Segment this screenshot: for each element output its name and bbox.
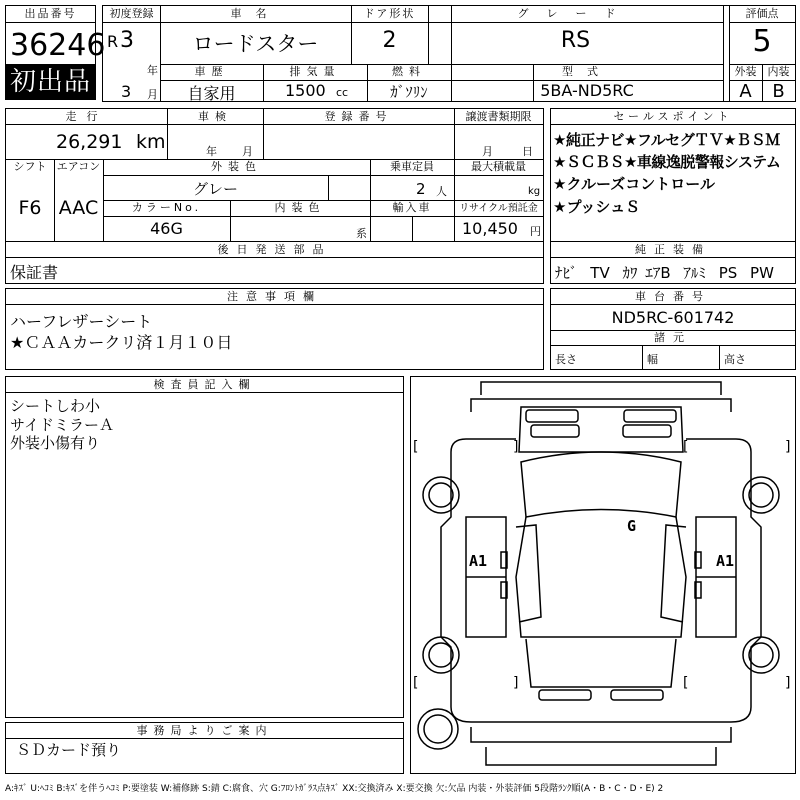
equip-alloy: ｱﾙﾐ [683, 264, 706, 282]
door-label: ドア形状 [363, 7, 416, 20]
chassis-title: 車台番号 [635, 290, 711, 303]
office-box [5, 722, 404, 774]
inspector-title: 検査員記入欄 [153, 378, 256, 391]
fuel-label: 燃料 [392, 65, 426, 78]
aircon-value: AAC [58, 197, 99, 219]
displacement-unit: cc [336, 86, 349, 99]
lot-number: 36246 [10, 28, 106, 63]
equip-airbag: ｴｱB [645, 264, 671, 282]
bracket-left-close: ] [513, 439, 519, 455]
sales-points-title: セールスポイント [613, 110, 733, 123]
notes-box [5, 288, 544, 370]
mileage: 26,291 [56, 131, 123, 153]
damage-mark-left-door: A1 [469, 552, 488, 570]
car-outline [411, 377, 795, 773]
bracket-right-open: [ [683, 439, 689, 455]
aircon-label: エアコン [56, 160, 101, 173]
era-prefix: R [107, 32, 119, 51]
exterior-color: グレー [192, 180, 238, 198]
sales-point-1: ★純正ナビ★フルセグＴＶ★ＢＳＭ [553, 131, 780, 149]
capacity-label: 乗車定員 [390, 160, 434, 173]
fuel: ｶﾞｿﾘﾝ [390, 83, 428, 101]
import-label: 輸入車 [392, 201, 432, 214]
inspection-month-unit: 月 [242, 145, 253, 158]
shift-value: F6 [18, 197, 42, 219]
header-grid [102, 5, 796, 102]
displacement: 1500 [285, 81, 326, 100]
color-number-label: カラーNo. [131, 201, 202, 214]
first-reg-month: 3 [121, 82, 132, 101]
inspector-line-1: シートしわ小 [10, 397, 101, 415]
model-code: 5BA-ND5RC [540, 81, 634, 100]
later-shipment-title: 後日発送部品 [217, 243, 332, 256]
inspection-year-unit: 年 [206, 145, 217, 158]
model-code-label: 型式 [562, 65, 612, 78]
sales-point-3: ★クルーズコントロール [553, 175, 715, 193]
inspector-line-3: 外装小傷有り [10, 434, 101, 452]
later-shipment-box [5, 241, 544, 284]
length-label: 長さ [555, 353, 577, 366]
bracket-bottom-close: ] [513, 675, 519, 691]
equipment-list [555, 262, 774, 283]
capacity-unit: 人 [436, 185, 447, 198]
year-unit: 年 [147, 64, 158, 77]
transfer-day-unit: 日 [522, 145, 533, 158]
transfer-deadline-label: 譲渡書類期限 [465, 110, 532, 123]
office-title: 事務局よりご案内 [136, 724, 273, 737]
equipment-box [550, 241, 796, 284]
later-shipment-value: 保証書 [10, 263, 59, 282]
equipment-title: 純正装備 [635, 243, 711, 256]
equip-ps: PS [718, 264, 738, 282]
dimensions-title: 諸元 [654, 331, 692, 344]
sales-point-4: ★プッシュＳ [553, 198, 641, 216]
history: 自家用 [187, 84, 236, 103]
shift-label: シフト [13, 160, 47, 173]
damage-mark-right-door: A1 [716, 552, 735, 570]
first-registration-label: 初度登録 [109, 7, 154, 20]
month-unit: 月 [147, 88, 158, 101]
interior-color-label: 内装色 [274, 201, 326, 214]
notes-line-1: ハーフレザーシート [10, 312, 153, 331]
max-load-unit: kg [528, 186, 541, 197]
inspector-box [5, 376, 404, 718]
first-listing-badge: 初出品 [5, 64, 96, 100]
mileage-unit: km [136, 131, 166, 153]
doors: 2 [382, 28, 397, 53]
recycle-unit: 円 [530, 225, 541, 238]
displacement-label: 排気量 [289, 65, 341, 78]
color-number: 46G [150, 219, 183, 238]
sales-point-2: ★ＳＣＢＳ★車線逸脱警報システム [553, 153, 781, 171]
office-value: ＳＤカード預り [16, 741, 122, 759]
interior-grade: B [772, 81, 785, 102]
height-label: 高さ [724, 353, 746, 366]
details-grid [5, 108, 544, 242]
equip-tv: TV [590, 264, 610, 282]
car-damage-diagram [410, 376, 796, 774]
sales-points-box [550, 108, 796, 242]
history-label: 車歴 [194, 65, 229, 78]
registration-number-label: 登録番号 [324, 110, 393, 123]
inspector-line-2: サイドミラーＡ [10, 416, 114, 434]
damage-mark-windshield: G [627, 517, 637, 535]
car-name: ロードスター [192, 32, 319, 56]
interior-label: 内装 [767, 65, 790, 78]
car-name-label: 車名 [230, 7, 281, 20]
transfer-month-unit: 月 [482, 145, 493, 158]
bracket-left-open: [ [413, 439, 419, 455]
bracket-bottom-right-open: [ [683, 675, 689, 691]
max-load-label: 最大積載量 [471, 160, 526, 173]
bracket-bottom-open: [ [413, 675, 419, 691]
score: 5 [752, 24, 772, 59]
chassis-number: ND5RC-601742 [611, 308, 735, 327]
recycle-label: リサイクル預託金 [459, 203, 538, 214]
score-label: 評価点 [745, 7, 779, 20]
grade-label: グレード [517, 7, 634, 20]
exterior-label: 外装 [734, 65, 757, 78]
legend: A:ｷｽﾞ U:ﾍｺﾐ B:ｷｽﾞを伴うﾍｺﾐ P:要塗装 W:補修跡 S:錆 C:腐食、穴 G:ﾌﾛﾝﾄｶﾞﾗｽ点ｷｽﾞ XX:交換済み X:要交換 欠:欠品 内装・外装評価 5段階ﾗﾝｸ順(A・B・C・D・E) 2 [5, 784, 664, 794]
exterior-color-label: 外装色 [211, 160, 262, 173]
chassis-box [550, 288, 796, 370]
exterior-grade: A [739, 81, 752, 102]
grade: RS [560, 28, 591, 53]
width-label: 幅 [647, 353, 658, 366]
equip-navi: ﾅﾋﾞ [555, 264, 578, 282]
bracket-bottom-right-close: ] [785, 675, 791, 691]
notes-title: 注意事項欄 [227, 290, 322, 303]
inspection-label: 車検 [198, 110, 232, 123]
mileage-label: 走行 [65, 110, 108, 123]
equip-leather: ｶﾜ [622, 264, 638, 282]
capacity: 2 [416, 180, 426, 198]
interior-color-unit: 系 [356, 227, 367, 240]
notes-line-2: ★ＣＡＡカークリ済１月１０日 [10, 333, 233, 352]
recycle-fee: 10,450 [462, 219, 518, 238]
bracket-right-close: ] [785, 439, 791, 455]
lot-number-label: 出品番号 [24, 7, 77, 20]
equip-pw: PW [750, 264, 774, 282]
first-reg-year: 3 [120, 28, 134, 53]
